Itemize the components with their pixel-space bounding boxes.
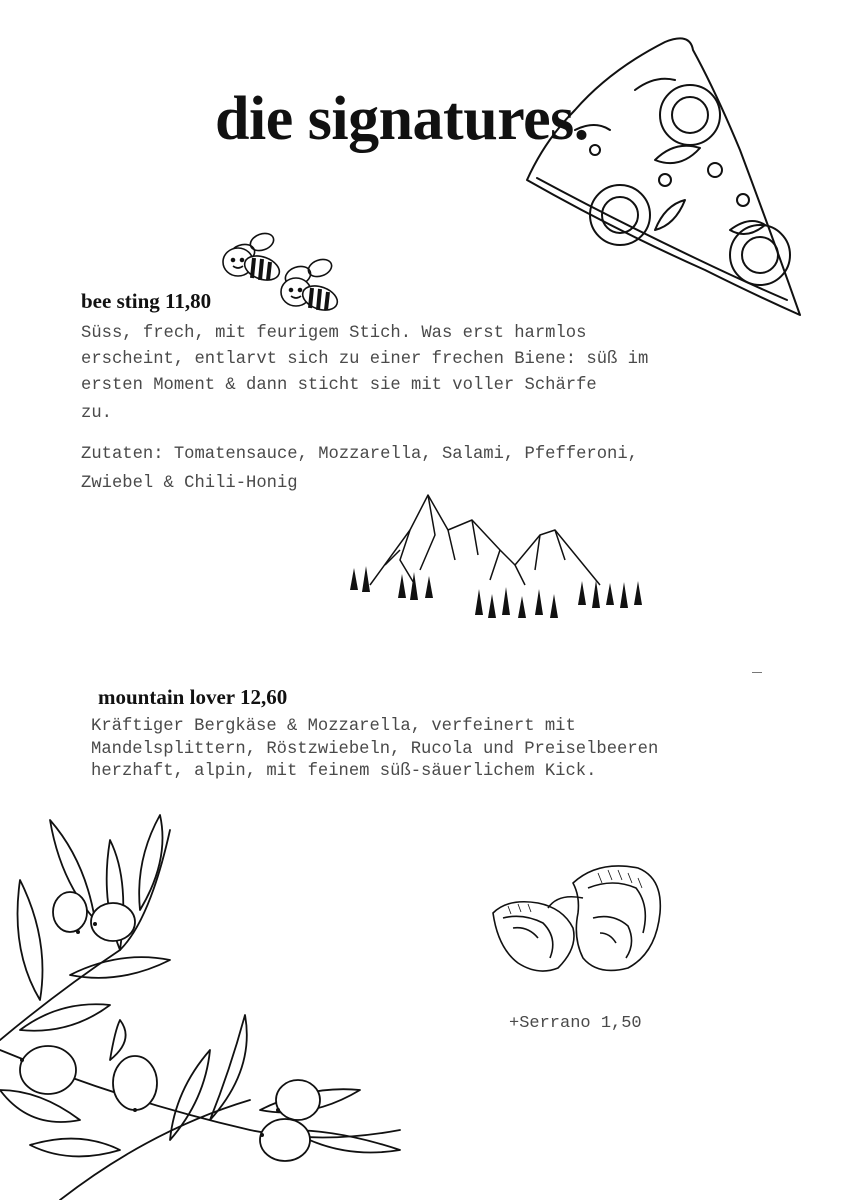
bees-icon [218,232,343,322]
item-description-bee-sting [81,321,781,427]
description-tail: zu. [81,404,112,423]
mountains-icon [340,490,650,630]
extra-serrano: +Serrano 1,50 [509,1014,642,1033]
serrano-ham-icon [488,858,668,978]
pizza-slice-icon [515,30,805,320]
page-title: die signatures. [215,85,589,153]
description-text: Süss, frech, mit feurigem Stich. Was erst harmlos erscheint, entlarvt sich zu einer frechen Biene: süß im ersten Moment & dann sticht sie mit voller Schärfe [81,324,649,395]
divider-mark [752,672,762,673]
item-description-mountain-lover: Kräftiger Bergkäse & Mozzarella, verfeinert mit Mandelsplittern, Röstzwiebeln, Rucola und Preiselbeeren herzhaft, alpin, mit feinem süß-säuerlichem Kick. [91,717,659,781]
item-ingredients-bee-sting: Zutaten: Tomatensauce, Mozzarella, Salami, Pfefferoni, Zwiebel & Chili-Honig [81,445,638,493]
item-name-mountain-lover: mountain lover 12,60 [98,685,288,709]
item-name-bee-sting: bee sting 11,80 [81,289,212,313]
olive-branch-icon [0,800,420,1200]
